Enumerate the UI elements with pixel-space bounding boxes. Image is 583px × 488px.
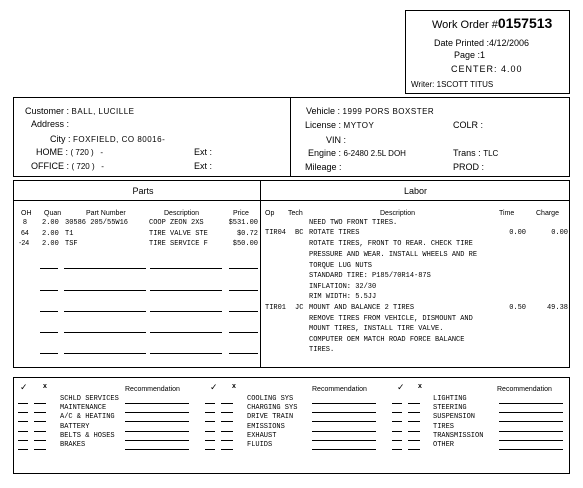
parts-blank-line [150, 268, 222, 269]
parts-blank-line [40, 311, 58, 312]
parts-blank-line [150, 290, 222, 291]
labor-line: PRESSURE AND WEAR. INSTALL WHEELS AND RE [309, 251, 478, 259]
parts-blank-line [150, 353, 222, 354]
parts-blank-line [150, 311, 222, 312]
rec-item-other: OTHER [433, 441, 455, 449]
parts-row-3-quan: 2.00 [42, 240, 59, 248]
labor-line: RIM WIDTH: 5.5JJ [309, 293, 377, 301]
recommendation-blank-line [312, 449, 376, 450]
parts-blank-line [64, 332, 146, 333]
recommendation-blank-line [125, 403, 189, 404]
recommendation-blank-line [221, 403, 233, 404]
rec-item-maintenance: MAINTENANCE [60, 404, 107, 412]
parts-row-3-price: $50.00 [232, 240, 258, 248]
recommendation-blank-line [408, 421, 420, 422]
recommendation-blank-line [205, 403, 215, 404]
office-phone-row [31, 161, 104, 171]
rec-item-schld-services: SCHLD SERVICES [60, 395, 119, 403]
trans-value: TLC [483, 149, 499, 158]
recommendation-blank-line [205, 449, 215, 450]
home-phone-row [36, 147, 103, 157]
recommendation-blank-line [18, 449, 28, 450]
rec-item-suspension: SUSPENSION [433, 413, 476, 421]
parts-blank-line [229, 290, 258, 291]
office-label: OFFICE : [31, 161, 69, 171]
recommendation-blank-line [408, 412, 420, 413]
engine-label: Engine : [308, 148, 342, 158]
recommendation-blank-line [205, 412, 215, 413]
recommendation-blank-line [499, 421, 563, 422]
license-row [305, 120, 374, 130]
recommendation-header: Recommendation [312, 386, 367, 393]
recommendation-blank-line [408, 449, 420, 450]
recommendation-blank-line [221, 431, 233, 432]
parts-row-1-description: COOP ZEON 2XS [149, 219, 204, 227]
labor-line-op: TIR04 [265, 229, 287, 237]
rec-item-battery: BATTERY [60, 423, 90, 431]
recommendation-blank-line [18, 431, 28, 432]
parts-row-3-oh: -24 [19, 240, 30, 247]
center-number: CENTER: 4.00 [451, 64, 523, 74]
labor-line: TIRES. [309, 346, 335, 354]
labor-line-tech: BC [295, 229, 304, 237]
parts-blank-line [40, 332, 58, 333]
office-ext: Ext : [194, 161, 213, 171]
rec-item-emissions: EMISSIONS [247, 423, 285, 431]
engine-value: 6-2480 2.5L DOH [343, 149, 406, 158]
parts-header-part-number: Part Number [86, 210, 126, 217]
rec-item-drive-train: DRIVE TRAIN [247, 413, 294, 421]
recommendation-blank-line [221, 412, 233, 413]
rec-item-steering: STEERING [433, 404, 467, 412]
parts-labor-title-rule [13, 200, 570, 201]
labor-line-tech: JC [295, 304, 304, 312]
parts-labor-box [13, 180, 570, 368]
recommendation-blank-line [499, 403, 563, 404]
vehicle-value: 1999 PORS BOXSTER [342, 107, 435, 116]
parts-labor-divider [260, 180, 261, 368]
labor-title: Labor [403, 186, 428, 196]
recommendation-blank-line [34, 431, 46, 432]
recommendation-blank-line [125, 440, 189, 441]
labor-line-op: TIR01 [265, 304, 287, 312]
parts-header-oh: OH [21, 210, 32, 217]
recommendation-blank-line [312, 412, 376, 413]
labor-line: ROTATE TIRES, FRONT TO REAR. CHECK TIRE [309, 240, 473, 248]
recommendation-blank-line [499, 412, 563, 413]
page-number: Page :1 [454, 50, 486, 60]
recommendation-blank-line [18, 421, 28, 422]
vehicle-label: Vehicle : [306, 106, 341, 116]
parts-title: Parts [132, 186, 154, 196]
office-phone: ( 720 ) - [71, 162, 104, 171]
work-order-heading [432, 15, 552, 31]
parts-blank-line [40, 268, 58, 269]
recommendation-blank-line [392, 403, 402, 404]
rec-item-belts-hoses: BELTS & HOSES [60, 432, 115, 440]
license-label: License : [305, 120, 342, 130]
parts-row-2-price: $0.72 [236, 230, 258, 238]
recommendation-blank-line [205, 431, 215, 432]
recommendation-blank-line [392, 412, 402, 413]
recommendation-blank-line [18, 412, 28, 413]
parts-header-price: Price [233, 210, 249, 217]
recommendation-blank-line [34, 440, 46, 441]
x-header: x [232, 383, 236, 390]
recommendation-blank-line [408, 440, 420, 441]
recommendation-blank-line [392, 421, 402, 422]
recommendation-blank-line [205, 440, 215, 441]
trans-row [453, 148, 498, 158]
recommendations-box [13, 377, 570, 474]
parts-blank-line [150, 332, 222, 333]
parts-row-3-part-number: TSF [65, 240, 78, 248]
recommendation-blank-line [408, 403, 420, 404]
city-label: City : [50, 134, 71, 144]
city-row [50, 134, 165, 144]
address-label: Address : [31, 119, 70, 129]
recommendation-blank-line [392, 440, 402, 441]
rec-item-brakes: BRAKES [60, 441, 86, 449]
parts-row-3-description: TIRE SERVICE F [149, 240, 208, 248]
labor-line: STANDARD TIRE: P185/70R14-87S [309, 272, 431, 280]
check-header-icon: ✓ [397, 382, 405, 392]
labor-header-op: Op [265, 210, 275, 217]
mileage-label: Mileage : [305, 162, 342, 172]
home-phone: ( 720 ) - [70, 148, 103, 157]
work-order-label: Work Order # [432, 19, 498, 31]
parts-blank-line [64, 268, 146, 269]
parts-row-1-oh: 8 [23, 219, 27, 226]
recommendation-blank-line [312, 403, 376, 404]
recommendation-blank-line [499, 440, 563, 441]
recommendation-blank-line [34, 449, 46, 450]
recommendation-blank-line [499, 449, 563, 450]
recommendation-blank-line [34, 421, 46, 422]
recommendation-blank-line [499, 431, 563, 432]
vehicle-row [306, 106, 434, 116]
check-header-icon: ✓ [210, 382, 218, 392]
customer-name-label: Customer : [25, 106, 70, 116]
labor-line: ROTATE TIRES [309, 229, 360, 237]
recommendation-blank-line [392, 449, 402, 450]
recommendation-blank-line [221, 440, 233, 441]
recommendation-header: Recommendation [125, 386, 180, 393]
recommendation-blank-line [125, 412, 189, 413]
recommendation-blank-line [125, 449, 189, 450]
labor-line: MOUNT TIRES, INSTALL TIRE VALVE. [309, 325, 444, 333]
labor-line-time: 0.50 [509, 304, 526, 312]
trans-label: Trans : [453, 148, 481, 158]
home-ext: Ext : [194, 147, 213, 157]
writer: Writer: 1SCOTT TITUS [411, 80, 494, 89]
labor-line: MOUNT AND BALANCE 2 TIRES [309, 304, 415, 312]
labor-line: NEED TWO FRONT TIRES. [309, 219, 398, 227]
parts-blank-line [229, 332, 258, 333]
recommendation-blank-line [312, 421, 376, 422]
rec-item-tires: TIRES [433, 423, 455, 431]
labor-line: INFLATION: 32/30 [309, 283, 377, 291]
labor-line: COMPUTER OEM MATCH ROAD FORCE BALANCE [309, 336, 465, 344]
parts-blank-line [229, 268, 258, 269]
x-header: x [43, 383, 47, 390]
labor-header-tech: Tech [288, 210, 303, 217]
recommendation-blank-line [125, 421, 189, 422]
recommendation-blank-line [34, 412, 46, 413]
parts-row-1-price: $531.00 [228, 219, 258, 227]
labor-line-time: 0.00 [509, 229, 526, 237]
rec-item-fluids: FLUIDS [247, 441, 273, 449]
parts-blank-line [229, 353, 258, 354]
parts-row-2-oh: 64 [21, 230, 29, 237]
labor-line: TORQUE LUG NUTS [309, 262, 373, 270]
prod-label: PROD : [453, 162, 485, 172]
parts-row-2-quan: 2.00 [42, 230, 59, 238]
parts-blank-line [229, 311, 258, 312]
customer-name-row [25, 106, 135, 116]
rec-item-lighting: LIGHTING [433, 395, 467, 403]
recommendation-blank-line [312, 440, 376, 441]
parts-row-1-part-number: 30586 205/55W16 [65, 219, 129, 227]
labor-line-charge: 0.00 [551, 229, 568, 237]
rec-item-exhaust: EXHAUST [247, 432, 277, 440]
parts-header-description: Description [164, 210, 200, 217]
vin-label: VIN : [326, 135, 347, 145]
rec-item-cooling-sys: COOLING SYS [247, 395, 294, 403]
recommendation-blank-line [392, 431, 402, 432]
home-label: HOME : [36, 147, 69, 157]
parts-blank-line [64, 353, 146, 354]
check-header-icon: ✓ [20, 382, 28, 392]
license-value: MYTOY [343, 121, 375, 130]
labor-line: REMOVE TIRES FROM VEHICLE, DISMOUNT AND [309, 315, 473, 323]
parts-row-2-part-number: T1 [65, 230, 74, 238]
recommendation-blank-line [18, 403, 28, 404]
recommendation-blank-line [312, 431, 376, 432]
recommendation-blank-line [125, 431, 189, 432]
customer-vehicle-divider [290, 97, 291, 177]
labor-line-charge: 49.38 [546, 304, 568, 312]
labor-header-description: Description [380, 210, 416, 217]
parts-blank-line [64, 311, 146, 312]
recommendation-blank-line [34, 403, 46, 404]
parts-row-2-description: TIRE VALVE STE [149, 230, 208, 238]
parts-blank-line [64, 290, 146, 291]
parts-row-1-quan: 2.00 [42, 219, 59, 227]
recommendation-header: Recommendation [497, 386, 552, 393]
rec-item-ac-heating: A/C & HEATING [60, 413, 115, 421]
city-value: FOXFIELD, CO 80016- [73, 135, 166, 144]
colr-label: COLR : [453, 120, 484, 130]
parts-blank-line [40, 290, 58, 291]
engine-row [308, 148, 406, 158]
date-printed: Date Printed :4/12/2006 [434, 38, 530, 48]
recommendation-blank-line [205, 421, 215, 422]
x-header: x [418, 383, 422, 390]
recommendation-blank-line [408, 431, 420, 432]
labor-header-time: Time [499, 210, 515, 217]
work-order-number: 0157513 [497, 15, 553, 31]
recommendation-blank-line [18, 440, 28, 441]
rec-item-charging-sys: CHARGING SYS [247, 404, 298, 412]
labor-header-charge: Charge [536, 210, 559, 217]
parts-blank-line [40, 353, 58, 354]
parts-header-quan: Quan [44, 210, 62, 217]
recommendation-blank-line [221, 421, 233, 422]
rec-item-transmission: TRANSMISSION [433, 432, 484, 440]
recommendation-blank-line [221, 449, 233, 450]
customer-name: BALL, LUCILLE [71, 107, 135, 116]
